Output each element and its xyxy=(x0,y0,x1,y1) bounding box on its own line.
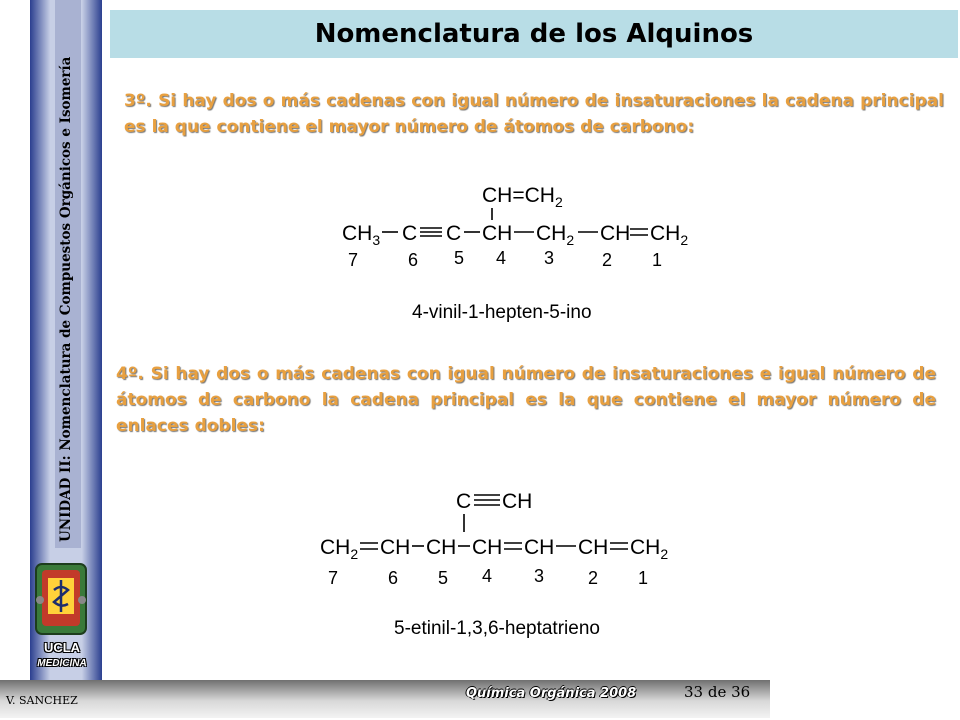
svg-text:7: 7 xyxy=(328,568,339,588)
svg-text:6: 6 xyxy=(388,568,399,588)
footer-course: Química Orgánica 2008 xyxy=(466,686,637,701)
svg-text:C: C xyxy=(456,490,472,513)
svg-text:2: 2 xyxy=(602,250,613,270)
main-chain-2 xyxy=(320,536,668,562)
svg-text:6: 6 xyxy=(408,250,419,270)
branch-text: CH=CH xyxy=(482,184,555,207)
chain-c4: CH xyxy=(482,222,513,245)
footer-page-number: 33 de 36 xyxy=(684,683,751,701)
svg-text:5: 5 xyxy=(454,248,465,268)
branch-ethynyl xyxy=(456,490,532,532)
svg-text:CH: CH xyxy=(524,536,555,559)
svg-text:CH: CH xyxy=(380,536,411,559)
svg-text:CH: CH xyxy=(502,490,533,513)
rule-4-text: 4º. Si hay dos o más cadenas con igual número de insaturaciones e igual número de átomos de carbono la cadena principal es la que contiene el mayor número de enlaces dobles: xyxy=(116,364,936,436)
svg-text:1: 1 xyxy=(652,250,663,270)
logo-ucla-label: UCLA xyxy=(43,640,81,655)
rule-3-text: 3º. Si hay dos o más cadenas con igual número de insaturaciones la cadena principal es la que contiene el mayor número de átomos de carbono: xyxy=(124,91,944,137)
footer-author: V. SANCHEZ xyxy=(6,694,78,707)
svg-text:1: 1 xyxy=(638,568,649,588)
svg-text:3: 3 xyxy=(534,566,545,586)
chain-numbers xyxy=(348,248,662,270)
chain-c6: C xyxy=(402,222,418,245)
chain-c2: CH xyxy=(600,222,631,245)
chain-c5: C xyxy=(446,222,462,245)
page-title: Nomenclatura de los Alquinos xyxy=(314,19,754,49)
svg-text:CH: CH xyxy=(472,536,503,559)
ucla-medicina-logo-icon xyxy=(30,560,92,642)
chain-c1: $CH_2$ xyxy=(650,222,689,248)
svg-text:CH3: $CH_3$ xyxy=(342,222,381,248)
svg-text:CH2: $CH_2$ xyxy=(320,536,359,562)
main-chain xyxy=(342,222,688,248)
svg-text:CH2: $CH_2$ xyxy=(630,536,669,562)
svg-text:7: 7 xyxy=(348,250,359,270)
svg-text:3: 3 xyxy=(544,248,555,268)
compound-name-1: 4-vinil-1-hepten-5-ino xyxy=(412,302,592,323)
structure-diagram-2 xyxy=(316,478,716,642)
branch-vinyl xyxy=(482,184,563,220)
footer-bar xyxy=(0,680,770,718)
unit-vertical-title: UNIDAD II: Nomenclatura de Compuestos Orgánicos e Isomería xyxy=(58,56,74,542)
compound-name-2: 5-etinil-1,3,6-heptatrieno xyxy=(394,618,600,639)
chain-c3: $CH_2$ xyxy=(536,222,575,248)
svg-text:4: 4 xyxy=(482,566,493,586)
svg-text:CH=CH2: $CH=CH_2$ xyxy=(482,184,563,210)
chain-numbers-2 xyxy=(328,566,648,588)
svg-text:5: 5 xyxy=(438,568,449,588)
structure-diagram-1 xyxy=(330,172,710,324)
svg-text:CH: CH xyxy=(578,536,609,559)
svg-text:CH: CH xyxy=(426,536,457,559)
svg-text:2: 2 xyxy=(588,568,599,588)
svg-text:4: 4 xyxy=(496,248,507,268)
logo-medicina-label: MEDICINA xyxy=(37,658,87,669)
